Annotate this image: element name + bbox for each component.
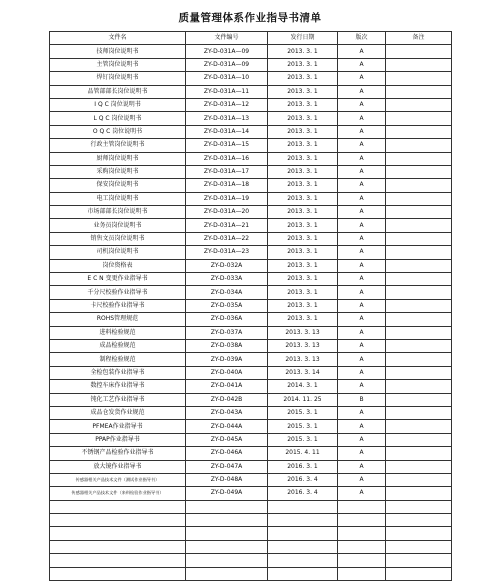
version-cell: A xyxy=(338,179,386,192)
table-row xyxy=(50,98,452,111)
file-number-cell: ZY-D-033A xyxy=(186,273,268,286)
file-number-cell: ZY-D-031A—21 xyxy=(186,219,268,232)
remarks-cell xyxy=(386,85,452,98)
version-cell: A xyxy=(338,246,386,259)
file-name-cell: L Q C 岗位说明书 xyxy=(50,112,186,125)
version-cell: A xyxy=(338,165,386,178)
version-cell: A xyxy=(338,286,386,299)
version-cell: A xyxy=(338,206,386,219)
table-row xyxy=(50,460,452,473)
table-row xyxy=(50,165,452,178)
issue-date-cell: 2013. 3. 1 xyxy=(268,139,338,152)
version-cell xyxy=(338,527,386,540)
remarks-cell xyxy=(386,447,452,460)
issue-date-cell: 2016. 3. 4 xyxy=(268,487,338,500)
file-number-cell: ZY-D-031A—12 xyxy=(186,98,268,111)
file-name-cell xyxy=(50,540,186,553)
file-number-cell: ZY-D-043A xyxy=(186,406,268,419)
table-row xyxy=(50,45,452,58)
file-name-cell xyxy=(50,514,186,527)
remarks-cell xyxy=(386,179,452,192)
header-file-name: 文件名 xyxy=(50,32,186,45)
remarks-cell xyxy=(386,353,452,366)
table-row xyxy=(50,58,452,71)
remarks-cell xyxy=(386,326,452,339)
file-name-cell: 进料检验规范 xyxy=(50,326,186,339)
remarks-cell xyxy=(386,406,452,419)
table-row xyxy=(50,353,452,366)
issue-date-cell: 2016. 3. 1 xyxy=(268,460,338,473)
file-number-cell: ZY-D-032A xyxy=(186,259,268,272)
issue-date-cell: 2013. 3. 1 xyxy=(268,72,338,85)
file-name-cell: 电工岗位说明书 xyxy=(50,192,186,205)
file-name-cell: 不锈钢产品检验作业指导书 xyxy=(50,447,186,460)
version-cell xyxy=(338,500,386,513)
remarks-cell xyxy=(386,273,452,286)
remarks-cell xyxy=(386,380,452,393)
issue-date-cell: 2013. 3. 1 xyxy=(268,273,338,286)
file-name-cell: 品管部部长岗位说明书 xyxy=(50,85,186,98)
table-row xyxy=(50,487,452,500)
header-remarks: 备注 xyxy=(386,32,452,45)
issue-date-cell: 2015. 4. 11 xyxy=(268,447,338,460)
file-number-cell: ZY-D-031A—19 xyxy=(186,192,268,205)
file-name-cell: 市场部部长岗位说明书 xyxy=(50,206,186,219)
version-cell xyxy=(338,514,386,527)
issue-date-cell: 2013. 3. 1 xyxy=(268,85,338,98)
table-row xyxy=(50,406,452,419)
version-cell: A xyxy=(338,139,386,152)
file-name-cell: 传感器相关产品技术文件（测试作业指导书） xyxy=(50,473,186,486)
version-cell: A xyxy=(338,299,386,312)
file-name-cell: ROHS管理规范 xyxy=(50,313,186,326)
issue-date-cell xyxy=(268,540,338,553)
table-row xyxy=(50,326,452,339)
issue-date-cell: 2013. 3. 1 xyxy=(268,45,338,58)
table-row xyxy=(50,206,452,219)
version-cell: A xyxy=(338,152,386,165)
issue-date-cell: 2016. 3. 4 xyxy=(268,473,338,486)
table-row xyxy=(50,500,452,513)
file-number-cell: ZY-D-031A—13 xyxy=(186,112,268,125)
remarks-cell xyxy=(386,473,452,486)
version-cell: A xyxy=(338,339,386,352)
remarks-cell xyxy=(386,540,452,553)
table-row xyxy=(50,433,452,446)
issue-date-cell xyxy=(268,567,338,580)
table-row xyxy=(50,313,452,326)
version-cell: B xyxy=(338,393,386,406)
remarks-cell xyxy=(386,152,452,165)
remarks-cell xyxy=(386,527,452,540)
table-row xyxy=(50,380,452,393)
remarks-cell xyxy=(386,192,452,205)
issue-date-cell: 2014. 3. 1 xyxy=(268,380,338,393)
file-name-cell: I Q C 岗位说明书 xyxy=(50,98,186,111)
file-name-cell: 保安岗位说明书 xyxy=(50,179,186,192)
file-name-cell: O Q C 岗位说明书 xyxy=(50,125,186,138)
file-name-cell xyxy=(50,527,186,540)
version-cell xyxy=(338,567,386,580)
remarks-cell xyxy=(386,98,452,111)
file-name-cell xyxy=(50,567,186,580)
file-number-cell: ZY-D-047A xyxy=(186,460,268,473)
issue-date-cell: 2013. 3. 14 xyxy=(268,366,338,379)
table-row xyxy=(50,286,452,299)
version-cell: A xyxy=(338,406,386,419)
file-name-cell: 数控车床作业指导书 xyxy=(50,380,186,393)
table-row xyxy=(50,125,452,138)
issue-date-cell: 2013. 3. 1 xyxy=(268,219,338,232)
file-number-cell: ZY-D-034A xyxy=(186,286,268,299)
table-row xyxy=(50,540,452,553)
file-name-cell: 卡尺校验作业指导书 xyxy=(50,299,186,312)
file-name-cell: 成品仓发货作业规范 xyxy=(50,406,186,419)
issue-date-cell: 2013. 3. 1 xyxy=(268,299,338,312)
file-number-cell: ZY-D-041A xyxy=(186,380,268,393)
remarks-cell xyxy=(386,487,452,500)
version-cell: A xyxy=(338,125,386,138)
remarks-cell xyxy=(386,313,452,326)
remarks-cell xyxy=(386,500,452,513)
file-name-cell xyxy=(50,500,186,513)
file-name-cell: PFMEA作业指导书 xyxy=(50,420,186,433)
table-row xyxy=(50,273,452,286)
file-name-cell: 千分尺校验作业指导书 xyxy=(50,286,186,299)
table-row xyxy=(50,139,452,152)
file-number-cell: ZY-D-048A xyxy=(186,473,268,486)
issue-date-cell: 2013. 3. 1 xyxy=(268,125,338,138)
version-cell: A xyxy=(338,259,386,272)
version-cell: A xyxy=(338,98,386,111)
file-number-cell: ZY-D-040A xyxy=(186,366,268,379)
file-number-cell: ZY-D-031A—14 xyxy=(186,125,268,138)
file-number-cell xyxy=(186,554,268,567)
table-row xyxy=(50,246,452,259)
file-name-cell: 钝化工艺作业指导书 xyxy=(50,393,186,406)
file-name-cell: 放大镜作业指导书 xyxy=(50,460,186,473)
table-row xyxy=(50,366,452,379)
issue-date-cell: 2013. 3. 1 xyxy=(268,192,338,205)
file-number-cell: ZY-D-031A—09 xyxy=(186,45,268,58)
issue-date-cell: 2013. 3. 1 xyxy=(268,246,338,259)
issue-date-cell: 2013. 3. 1 xyxy=(268,232,338,245)
remarks-cell xyxy=(386,125,452,138)
file-number-cell: ZY-D-049A xyxy=(186,487,268,500)
remarks-cell xyxy=(386,259,452,272)
file-name-cell: 成品检验规范 xyxy=(50,339,186,352)
issue-date-cell: 2013. 3. 1 xyxy=(268,179,338,192)
table-row xyxy=(50,219,452,232)
table-row xyxy=(50,567,452,580)
file-number-cell: ZY-D-031A—16 xyxy=(186,152,268,165)
table-header-row xyxy=(50,32,452,45)
remarks-cell xyxy=(386,567,452,580)
file-name-cell: 全检包装作业指导书 xyxy=(50,366,186,379)
version-cell: A xyxy=(338,380,386,393)
file-name-cell: E C N 变更作业指导书 xyxy=(50,273,186,286)
version-cell: A xyxy=(338,366,386,379)
issue-date-cell xyxy=(268,554,338,567)
version-cell: A xyxy=(338,473,386,486)
file-number-cell xyxy=(186,567,268,580)
version-cell: A xyxy=(338,72,386,85)
file-number-cell: ZY-D-035A xyxy=(186,299,268,312)
table-row xyxy=(50,393,452,406)
file-number-cell: ZY-D-037A xyxy=(186,326,268,339)
file-name-cell: 采购岗位说明书 xyxy=(50,165,186,178)
issue-date-cell: 2013. 3. 1 xyxy=(268,98,338,111)
table-row xyxy=(50,339,452,352)
file-number-cell: ZY-D-031A—11 xyxy=(186,85,268,98)
file-number-cell: ZY-D-031A—18 xyxy=(186,179,268,192)
table-row xyxy=(50,112,452,125)
version-cell: A xyxy=(338,232,386,245)
file-number-cell: ZY-D-031A—22 xyxy=(186,232,268,245)
file-name-cell: 司机岗位说明书 xyxy=(50,246,186,259)
version-cell: A xyxy=(338,112,386,125)
remarks-cell xyxy=(386,299,452,312)
table-row xyxy=(50,259,452,272)
version-cell: A xyxy=(338,326,386,339)
remarks-cell xyxy=(386,165,452,178)
issue-date-cell: 2015. 3. 1 xyxy=(268,406,338,419)
table-row xyxy=(50,514,452,527)
issue-date-cell: 2013. 3. 1 xyxy=(268,112,338,125)
table-row xyxy=(50,527,452,540)
version-cell: A xyxy=(338,447,386,460)
issue-date-cell: 2013. 3. 13 xyxy=(268,353,338,366)
issue-date-cell: 2013. 3. 13 xyxy=(268,339,338,352)
version-cell: A xyxy=(338,433,386,446)
header-version: 版次 xyxy=(338,32,386,45)
issue-date-cell: 2013. 3. 13 xyxy=(268,326,338,339)
file-name-cell: 行政主管岗位说明书 xyxy=(50,139,186,152)
table-row xyxy=(50,192,452,205)
remarks-cell xyxy=(386,246,452,259)
remarks-cell xyxy=(386,366,452,379)
file-number-cell: ZY-D-031A—20 xyxy=(186,206,268,219)
file-number-cell: ZY-D-031A—09 xyxy=(186,58,268,71)
remarks-cell xyxy=(386,45,452,58)
table-row xyxy=(50,152,452,165)
issue-date-cell xyxy=(268,527,338,540)
file-number-cell: ZY-D-031A—17 xyxy=(186,165,268,178)
remarks-cell xyxy=(386,433,452,446)
file-name-cell: 厨师岗位说明书 xyxy=(50,152,186,165)
issue-date-cell: 2015. 3. 1 xyxy=(268,420,338,433)
table-row xyxy=(50,179,452,192)
issue-date-cell: 2013. 3. 1 xyxy=(268,165,338,178)
version-cell: A xyxy=(338,460,386,473)
remarks-cell xyxy=(386,339,452,352)
table-row xyxy=(50,299,452,312)
remarks-cell xyxy=(386,420,452,433)
remarks-cell xyxy=(386,514,452,527)
file-name-cell: 岗位资格表 xyxy=(50,259,186,272)
table-row xyxy=(50,85,452,98)
version-cell xyxy=(338,540,386,553)
file-number-cell: ZY-D-031A—10 xyxy=(186,72,268,85)
file-number-cell: ZY-D-042B xyxy=(186,393,268,406)
file-name-cell: 技师岗位说明书 xyxy=(50,45,186,58)
file-number-cell: ZY-D-046A xyxy=(186,447,268,460)
remarks-cell xyxy=(386,139,452,152)
document-list-table xyxy=(49,31,452,581)
remarks-cell xyxy=(386,206,452,219)
remarks-cell xyxy=(386,286,452,299)
file-name-cell: 焊钉岗位说明书 xyxy=(50,72,186,85)
remarks-cell xyxy=(386,460,452,473)
table-row xyxy=(50,447,452,460)
version-cell: A xyxy=(338,487,386,500)
version-cell: A xyxy=(338,313,386,326)
page-title: 质量管理体系作业指导书清单 xyxy=(178,12,322,24)
table-row xyxy=(50,420,452,433)
version-cell: A xyxy=(338,85,386,98)
header-file-number: 文件编号 xyxy=(186,32,268,45)
file-name-cell: 传感器相关产品技术文件（来料检验作业指导书） xyxy=(50,487,186,500)
file-number-cell: ZY-D-031A—15 xyxy=(186,139,268,152)
version-cell: A xyxy=(338,192,386,205)
table-row xyxy=(50,554,452,567)
version-cell: A xyxy=(338,45,386,58)
remarks-cell xyxy=(386,112,452,125)
issue-date-cell: 2013. 3. 1 xyxy=(268,286,338,299)
version-cell: A xyxy=(338,353,386,366)
file-name-cell xyxy=(50,554,186,567)
table-row xyxy=(50,473,452,486)
issue-date-cell: 2014. 11. 25 xyxy=(268,393,338,406)
file-name-cell: PPAP作业指导书 xyxy=(50,433,186,446)
remarks-cell xyxy=(386,554,452,567)
remarks-cell xyxy=(386,58,452,71)
issue-date-cell: 2015. 3. 1 xyxy=(268,433,338,446)
issue-date-cell: 2013. 3. 1 xyxy=(268,259,338,272)
file-number-cell xyxy=(186,514,268,527)
version-cell: A xyxy=(338,420,386,433)
issue-date-cell: 2013. 3. 1 xyxy=(268,313,338,326)
file-number-cell xyxy=(186,527,268,540)
table-row xyxy=(50,72,452,85)
file-name-cell: 制程检验规范 xyxy=(50,353,186,366)
file-number-cell: ZY-D-045A xyxy=(186,433,268,446)
remarks-cell xyxy=(386,72,452,85)
issue-date-cell xyxy=(268,514,338,527)
file-number-cell: ZY-D-031A—23 xyxy=(186,246,268,259)
remarks-cell xyxy=(386,393,452,406)
file-number-cell: ZY-D-039A xyxy=(186,353,268,366)
file-name-cell: 业务员岗位说明书 xyxy=(50,219,186,232)
table-row xyxy=(50,232,452,245)
issue-date-cell: 2013. 3. 1 xyxy=(268,152,338,165)
file-number-cell: ZY-D-044A xyxy=(186,420,268,433)
version-cell: A xyxy=(338,273,386,286)
issue-date-cell: 2013. 3. 1 xyxy=(268,206,338,219)
file-number-cell xyxy=(186,540,268,553)
version-cell: A xyxy=(338,219,386,232)
file-name-cell: 主管岗位说明书 xyxy=(50,58,186,71)
file-number-cell: ZY-D-036A xyxy=(186,313,268,326)
remarks-cell xyxy=(386,219,452,232)
version-cell: A xyxy=(338,58,386,71)
file-number-cell: ZY-D-038A xyxy=(186,339,268,352)
file-number-cell xyxy=(186,500,268,513)
issue-date-cell xyxy=(268,500,338,513)
version-cell xyxy=(338,554,386,567)
header-issue-date: 发行日期 xyxy=(268,32,338,45)
remarks-cell xyxy=(386,232,452,245)
file-name-cell: 销售文员岗位说明书 xyxy=(50,232,186,245)
issue-date-cell: 2013. 3. 1 xyxy=(268,58,338,71)
